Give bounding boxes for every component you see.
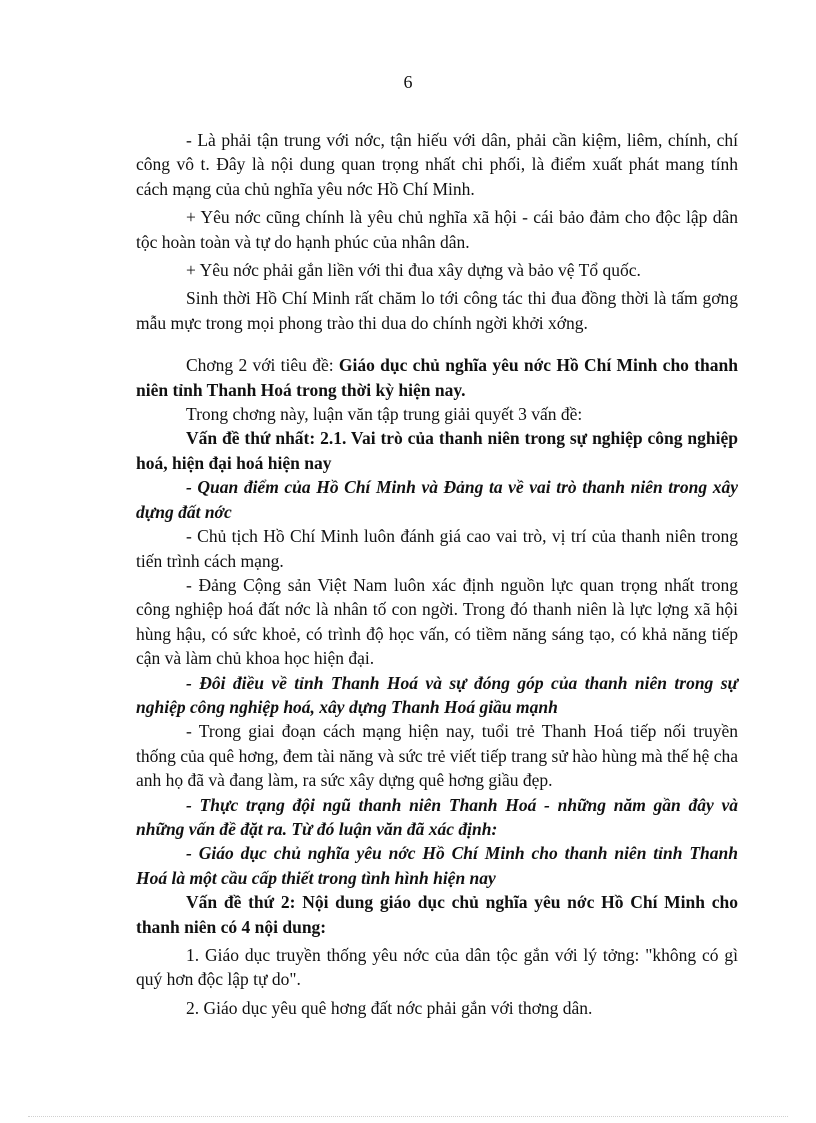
paragraph-chu-tich: - Chủ tịch Hồ Chí Minh luôn đánh giá cao vai trò, vị trí của thanh niên trong tiến trình cách mạng. xyxy=(136,526,738,571)
paragraph-yeu-nuoc-cnxh: + Yêu nớc cũng chính là yêu chủ nghĩa xã hội - cái bảo đảm cho độc lập dân tộc hoàn toàn và tự do hạnh phúc của nhân dân. xyxy=(136,207,738,252)
paragraph-sinh-thoi: Sinh thời Hồ Chí Minh rất chăm lo tới công tác thi đua đồng thời là tấm gơng mẫu mực trong mọi phong trào thi dua do chính ngời khởi xớng. xyxy=(136,288,738,333)
spacer xyxy=(136,335,738,353)
chapter-2-lead: Chơng 2 với tiêu đề: xyxy=(186,355,339,376)
paragraph-yeu-nuoc-thi-dua: + Yêu nớc phải gắn liền với thi đua xây dựng và bảo vệ Tổ quốc. xyxy=(186,260,641,281)
subheading-doi-dieu: - Đôi điều về tỉnh Thanh Hoá và sự đóng góp của thanh niên trong sự nghiệp công nghiệp hoá, xây dựng Thanh Hoá giầu mạnh xyxy=(136,672,738,717)
list-item-2: 2. Giáo dục yêu quê hơng đất nớc phải gắn với thơng dân. xyxy=(186,997,593,1018)
list-item-1: 1. Giáo dục truyền thống yêu nớc của dân tộc gắn với lý tởng: "không có gì quý hơn độc lập tự do". xyxy=(136,945,738,990)
subheading-quan-diem: - Quan điểm của Hồ Chí Minh và Đảng ta về vai trò thanh niên trong xây dựng đất nớc xyxy=(136,477,738,522)
heading-van-de-1: Vấn đề thứ nhất: 2.1. Vai trò của thanh niên trong sự nghiệp công nghiệp hoá, hiện đại hoá hiện nay xyxy=(136,428,738,473)
chapter-2-intro xyxy=(136,353,738,402)
page-bottom-rule xyxy=(28,1116,788,1117)
subheading-giao-duc: - Giáo dục chủ nghĩa yêu nớc Hồ Chí Minh cho thanh niên tỉnh Thanh Hoá là một cầu cấp thiết trong tình hình hiện nay xyxy=(136,843,738,888)
paragraph-tan-trung: - Là phải tận trung với nớc, tận hiếu với dân, phải cần kiệm, liêm, chính, chí công vô t. Đây là nội dung quan trọng nhất chi phối, là điểm xuất phát mang tính cách mạng của chủ nghĩa yêu nớc Hồ Chí Minh. xyxy=(136,130,738,199)
chapter-2-title: Giáo dục chủ nghĩa yêu nớc Hồ Chí Minh cho thanh niên tỉnh Thanh Hoá trong thời kỳ hiện nay. xyxy=(136,355,738,400)
paragraph-trong-chuong: Trong chơng này, luận văn tập trung giải quyết 3 vấn đề: xyxy=(186,404,583,425)
heading-van-de-2: Vấn đề thứ 2: Nội dung giáo dục chủ nghĩa yêu nớc Hồ Chí Minh cho thanh niên có 4 nội dung: xyxy=(136,892,738,937)
page-number: 6 xyxy=(403,72,413,92)
subheading-thuc-trang: - Thực trạng đội ngũ thanh niên Thanh Hoá - những năm gần đây và những vấn đề đặt ra. Từ đó luận văn đã xác định: xyxy=(136,794,738,839)
paragraph-giai-doan: - Trong giai đoạn cách mạng hiện nay, tuổi trẻ Thanh Hoá tiếp nối truyền thống của quê hơng, đem tài năng và sức trẻ viết tiếp trang sử hào hùng mà thế hệ cha anh họ đã và đang làm, ra sức xây dựng quê hơng giầu đẹp. xyxy=(136,721,738,791)
document-body xyxy=(136,128,738,1020)
paragraph-dang-cong-san: - Đảng Cộng sản Việt Nam luôn xác định nguồn lực quan trọng nhất trong công nghiệp hoá đất nớc là nhân tố con ngời. Trong đó thanh niên là lực lợng xã hội hùng hậu, có sức khoẻ, có trình độ học vấn, có tiềm năng sáng tạo, có khả năng tiếp cận và làm chủ khoa học hiện đại. xyxy=(136,574,738,669)
